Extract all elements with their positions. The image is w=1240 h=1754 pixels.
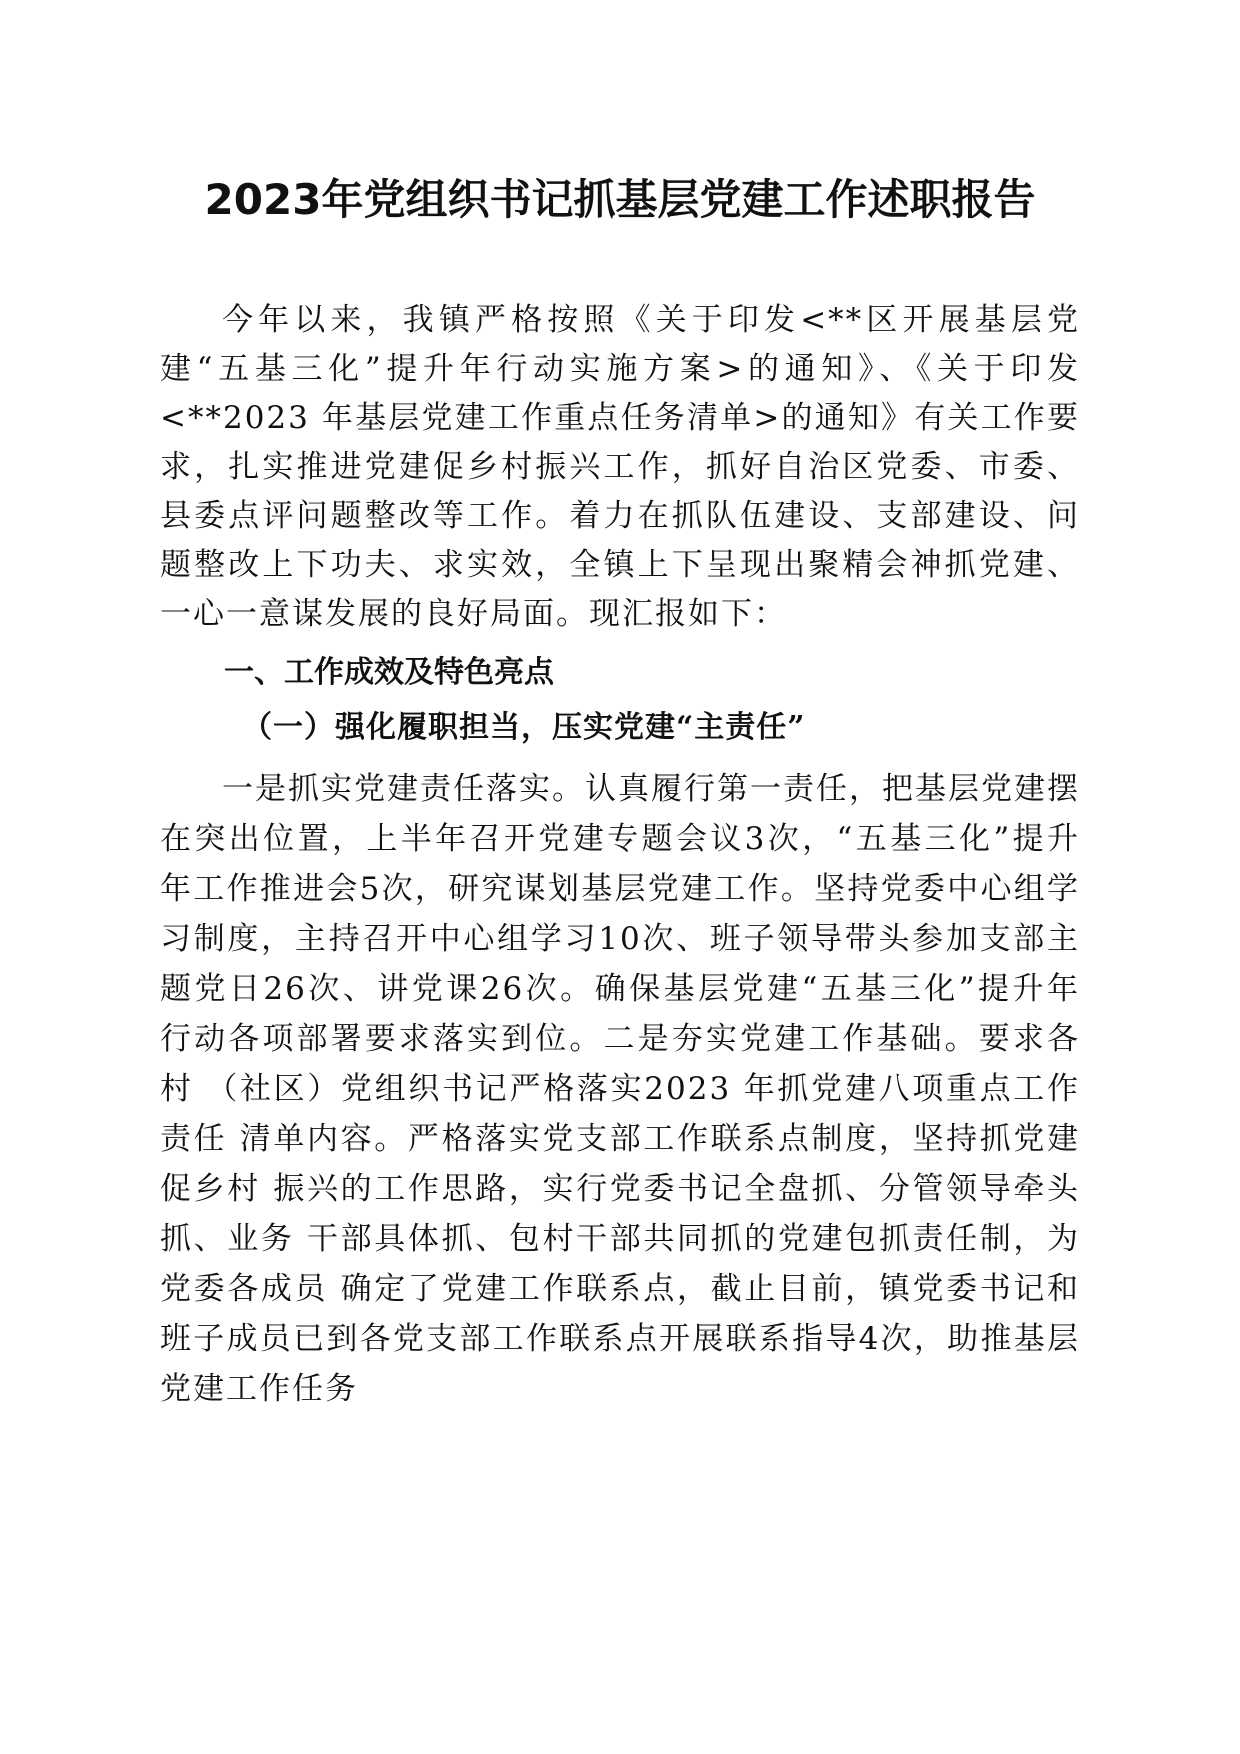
document-body (160, 296, 1080, 1414)
intro-paragraph: 今年以来，我镇严格按照《关于印发<**区开展基层党建“五基三化”提升年行动实施方案>的通知》、《关于印发<**2023 年基层党建工作重点任务清单>的通知》有关工作要求，扎实推进党建促乡村振兴工作，抓好自治区党委、市委、县委点评问题整改等工作。着力在抓队伍建设、支部建设、问题整改上下功夫、求实效，全镇上下呈现出聚精会神抓党建、 一心一意谋发展的良好局面。现汇报如下： (160, 302, 1080, 632)
subsection-heading: （一）强化履职担当，压实党建“主责任” (242, 710, 806, 745)
document-title: 2023年党组织书记抓基层党建工作述职报告 (204, 175, 1036, 224)
section-heading: 一、工作成效及特色亮点 (224, 655, 554, 690)
body-paragraph: 一是抓实党建责任落实。认真履行第一责任，把基层党建摆在突出位置，上半年召开党建专题会议3次，“五基三化”提升 年工作推进会5次，研究谋划基层党建工作。坚持党委中心组学 习制度，主持召开中心组学习10次、班子领导带头参加支部主 题党日26次、讲党课26次。确保基层党建“五基三化”提升年 行动各项部署要求落实到位。二是夯实党建工作基础。要求各村 （社区）党组织书记严格落实2023 年抓党建八项重点工作责任 清单内容。严格落实党支部工作联系点制度，坚持抓党建促乡村 振兴的工作思路，实行党委书记全盘抓、分管领导牵头抓、业务 干部具体抓、包村干部共同抓的党建包抓责任制，为党委各成员 确定了党建工作联系点，截止目前，镇党委书记和班子成员已到各党支部工作联系点开展联系指导4次，助推基层党建工作任务 (160, 771, 1080, 1407)
